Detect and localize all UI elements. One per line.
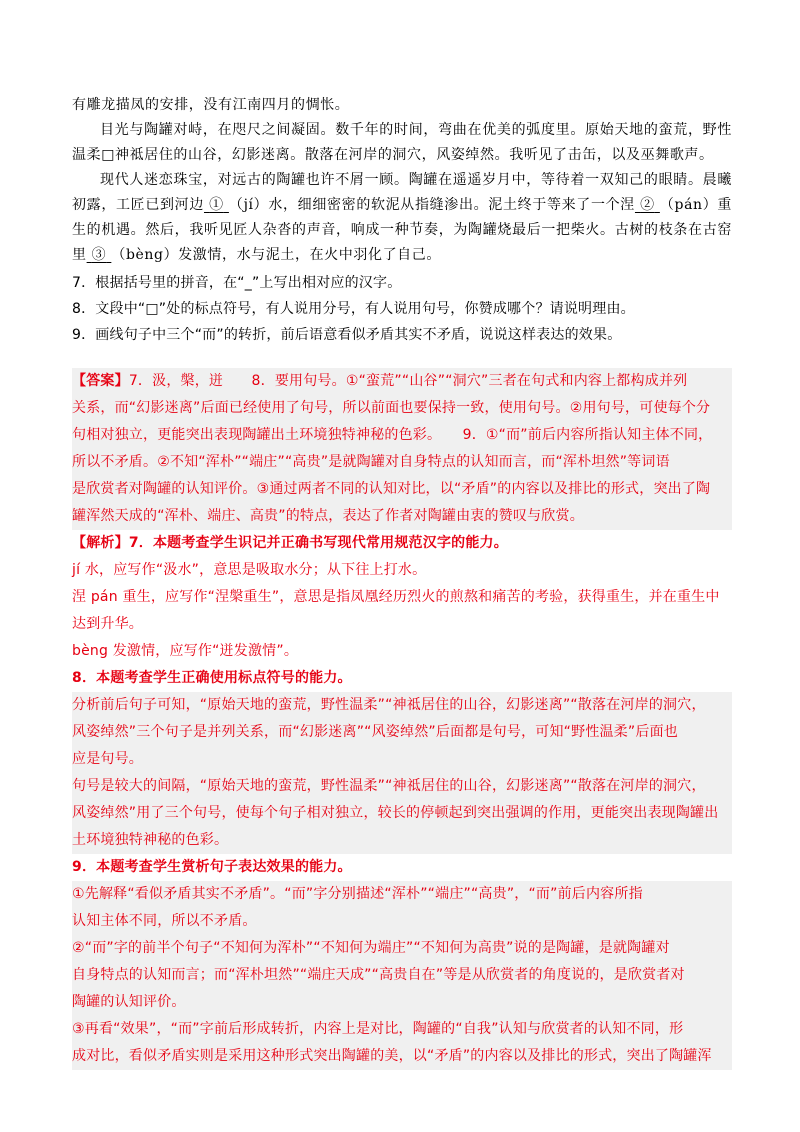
p2-segment-3: 重生的机遇。然后，我听见匠人杂沓的声音，响成一种节奏，为陶罐烧最后一把柴火。古树的枝条在古窑里 xyxy=(72,197,733,263)
analysis-tag: 【解析】 xyxy=(72,535,129,551)
analysis-line: jí 水，应写作“汲水”，意思是吸取水分；从下往上打水。 xyxy=(72,562,427,578)
pinyin-2: （pán） xyxy=(659,197,718,213)
analysis-line: 达到升华。 xyxy=(72,616,143,632)
answer-line: 是欣赏者对陶罐的认知评价。③通过两者不同的认知对比，以“矛盾”的内容以及排比的形式，突出了陶 xyxy=(72,481,711,497)
p2-segment-2: 水，细细密密的软泥从指缝渗出。泥土终于等来了一个涅 xyxy=(268,197,635,213)
blank-2 xyxy=(635,197,660,213)
blank-2-number: ② xyxy=(640,197,655,213)
blank-3-number: ③ xyxy=(91,247,107,263)
answer-analysis-block xyxy=(72,368,732,1070)
analysis-line: 句号是较大的间隔，“原始天地的蛮荒，野性温柔”“神祗居住的山谷，幻影迷离”“散落在河岸的洞穴， xyxy=(72,778,706,794)
passage xyxy=(72,93,732,268)
pinyin-1: （jí） xyxy=(228,197,269,213)
analysis-line: ②“而”字的前半个句子“不知何为浑朴”“不知何为端庄”“不知何为高贵”说的是陶罐，是就陶罐对 xyxy=(72,940,670,956)
blank-3 xyxy=(87,247,112,263)
analysis-line: ①先解释“看似矛盾其实不矛盾”。“而”字分别描述“浑朴”“端庄”“高贵”，“而”前后内容所指 xyxy=(72,886,643,902)
answer-line xyxy=(72,368,732,395)
questions xyxy=(72,270,732,348)
p2-segment-4: 发激情，水与泥土，在火中羽化了自己。 xyxy=(178,247,441,263)
p2-segment-1: 现代人迷恋珠宝，对远古的陶罐也许不屑一顾。陶罐在遥遥岁月中，等待着一双知己的眼睛。晨曦初露，工匠已到河边 xyxy=(72,172,732,213)
passage-paragraph-2 xyxy=(72,168,732,268)
analysis-line: 认知主体不同，所以不矛盾。 xyxy=(72,913,257,929)
question-7: 7．根据括号里的拼音，在“_”上写出相对应的汉字。 xyxy=(72,275,402,291)
p1-text-after: 神祗居住的山谷，幻影迷离。散落在河岸的洞穴，风姿绰然。我听见了击缶，以及巫舞歌声。 xyxy=(115,147,714,163)
question-9: 9．画线句子中三个“而”的转折，前后语意看似矛盾其实不矛盾，说说这样表达的效果。 xyxy=(72,327,622,343)
analysis-line: bèng 发激情，应写作“迸发激情”。 xyxy=(72,643,299,659)
analysis-line: 风姿绰然”用了三个句号，使每个句子相对独立，较长的停顿起到突出强调的作用，更能突出表现陶罐出 xyxy=(72,805,719,821)
analysis-line: 分析前后句子可知，“原始天地的蛮荒，野性温柔”“神祗居住的山谷，幻影迷离”“散落在河岸的洞穴， xyxy=(72,697,706,713)
analysis-q8-title: 8．本题考查学生正确使用标点符号的能力。 xyxy=(72,670,352,686)
question-8: 8．文段中“□”处的标点符号，有人说用分号，有人说用句号，你赞成哪个？请说明理由。 xyxy=(72,301,635,317)
analysis-q7-title xyxy=(72,530,732,557)
answer-line: 关系，而“幻影迷离”后面已经使用了句号，所以前面也要保持一致，使用句号。②用句号，可使每个分 xyxy=(72,400,711,416)
pinyin-3: （bèng） xyxy=(111,247,179,263)
analysis-q9-body xyxy=(72,881,732,1070)
analysis-section xyxy=(72,530,732,1070)
punctuation-box: □ xyxy=(101,147,116,163)
analysis-line: 涅 pán 重生，应写作“涅槃重生”，意思是指凤凰经历烈火的煎熬和痛苦的考验，获得重生，并在重生中 xyxy=(72,589,720,605)
analysis-first: 7．本题考查学生识记并正确书写现代常用规范汉字的能力。 xyxy=(128,535,508,551)
p1-text-before: 目光与陶罐对峙，在咫尺之间凝固。数千年的时间，弯曲在优美的弧度里。原始天地的蛮荒，野性温柔 xyxy=(72,122,732,163)
answer-line: 罐浑然天成的“浑朴、端庄、高贵”的特点，表达了作者对陶罐由衷的赞叹与欣赏。 xyxy=(72,508,584,524)
answer-tag: 【答案】 xyxy=(72,373,129,389)
analysis-q8-body xyxy=(72,692,732,854)
passage-line-0: 有雕龙描凤的安排，没有江南四月的惆怅。 xyxy=(72,97,350,113)
blank-1-number: ① xyxy=(209,197,224,213)
analysis-line: 应是句号。 xyxy=(72,751,143,767)
analysis-line: 陶罐的认知评价。 xyxy=(72,994,186,1010)
analysis-q9-title: 9．本题考查学生赏析句子表达效果的能力。 xyxy=(72,859,352,875)
analysis-line: 成对比，看似矛盾实则是采用这种形式突出陶罐的美，以“矛盾”的内容以及排比的形式，突出了陶罐浑 xyxy=(72,1048,712,1064)
answer-text-0: 7．汲，槃，迸 8．要用句号。①“蛮荒”“山谷”“洞穴”三者在句式和内容上都构成并列 xyxy=(128,373,688,389)
passage-paragraph-1 xyxy=(72,118,732,168)
answer-line: 句相对独立，更能突出表现陶罐出土环境独特神秘的色彩。 9．①“而”前后内容所指认知主体不同， xyxy=(72,427,713,443)
analysis-line: 自身特点的认知而言；而“浑朴坦然”“端庄天成”“高贵自在”等是从欣赏者的角度说的，是欣赏者对 xyxy=(72,967,685,983)
blank-1 xyxy=(204,197,229,213)
answer-line: 所以不矛盾。②不知“浑朴”“端庄”“高贵”是就陶罐对自身特点的认知而言，而“浑朴坦然”等词语 xyxy=(72,454,670,470)
analysis-line: ③再看“效果”，“而”字前后形成转折，内容上是对比，陶罐的“自我”认知与欣赏者的认知不同，形 xyxy=(72,1021,684,1037)
answer-section xyxy=(72,368,732,530)
analysis-line: 风姿绰然”三个句子是并列关系，而“幻影迷离”“风姿绰然”后面都是句号，可知“野性温柔”后面也 xyxy=(72,724,678,740)
analysis-line: 土环境独特神秘的色彩。 xyxy=(72,832,229,848)
page xyxy=(72,93,732,1070)
